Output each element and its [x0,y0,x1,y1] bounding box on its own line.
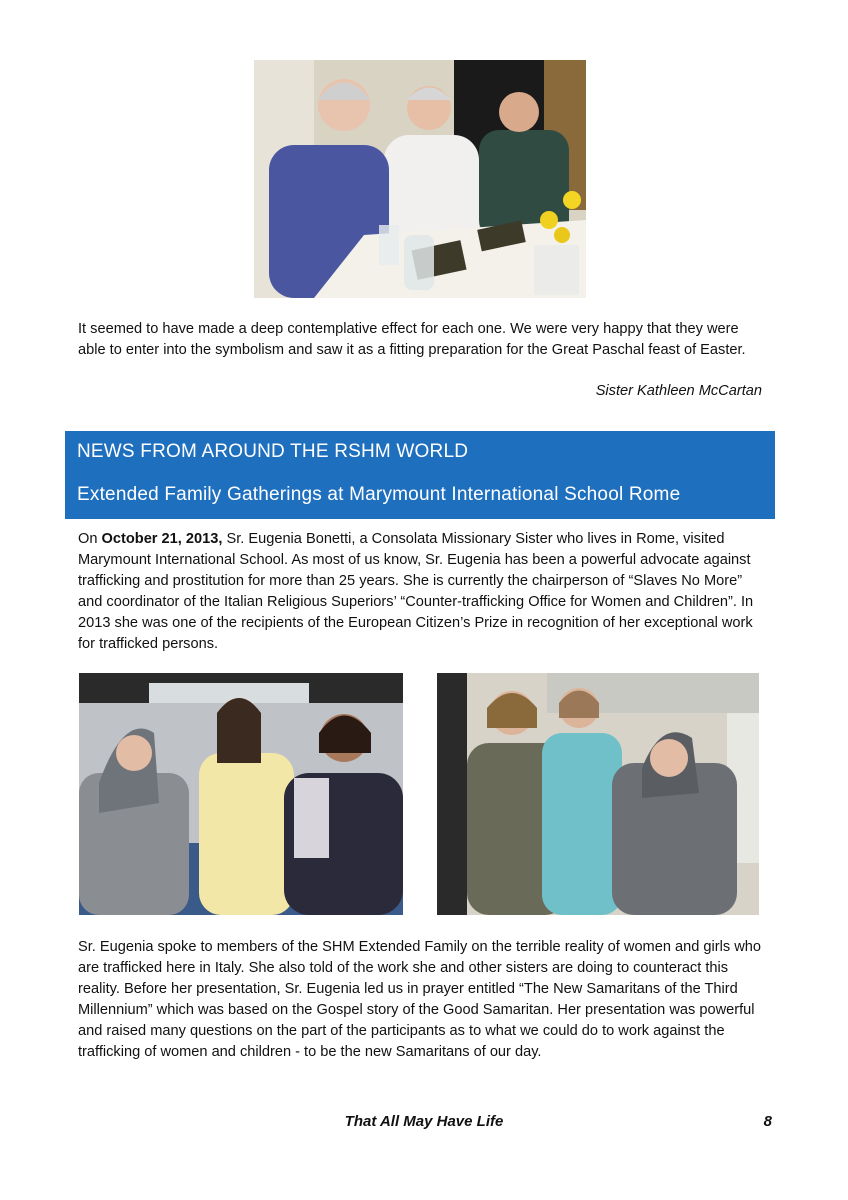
page-number: 8 [763,1113,772,1130]
section-title: NEWS FROM AROUND THE RSHM WORLD [77,441,469,462]
photo-seated-group [254,60,586,298]
intro-paragraph [78,529,768,655]
intro-date: October 21, 2013, [101,531,223,547]
photo-three-women [437,673,759,915]
closing-paragraph: It seemed to have made a deep contemplative effect for each one. We were very happy that they were able to enter into the symbolism and saw it as a fitting preparation for the Great Paschal feast of Easter. [78,321,746,358]
photo-conversation [79,673,403,915]
signature: Sister Kathleen McCartan [595,383,762,399]
footer-title: That All May Have Life [344,1113,504,1130]
section-banner [65,431,775,519]
intro-text: Sr. Eugenia Bonetti, a Consolata Missionary Sister who lives in Rome, visited Marymount International School. As most of us know, Sr. Eugenia has been a powerful advocate against trafficking and prostitution for more than 25 years. She is currently the chairperson of “Slaves No More” and coordinator of the Italian Religious Superiors’ “Counter-trafficking Office for Women and Children”. In 2013 she was one of the recipients of the European Citizen’s Prize in recognition of her exceptional work for trafficked persons. [78,531,754,652]
section-subtitle: Extended Family Gatherings at Marymount International School Rome [77,484,681,505]
body-paragraph: Sr. Eugenia spoke to members of the SHM Extended Family on the terrible reality of women and girls who are trafficked here in Italy. She also told of the work she and other sisters are doing to counteract this reality. Before her presentation, Sr. Eugenia led us in prayer entitled “The New Samaritans of the Third Millennium” which was based on the Gospel story of the Good Samaritan. Her presentation was powerful and raised many questions on the part of the participants as to what we could do to work against the trafficking of women and children - to be the new Samaritans of our day. [78,939,761,1060]
intro-prefix: On [78,531,102,547]
